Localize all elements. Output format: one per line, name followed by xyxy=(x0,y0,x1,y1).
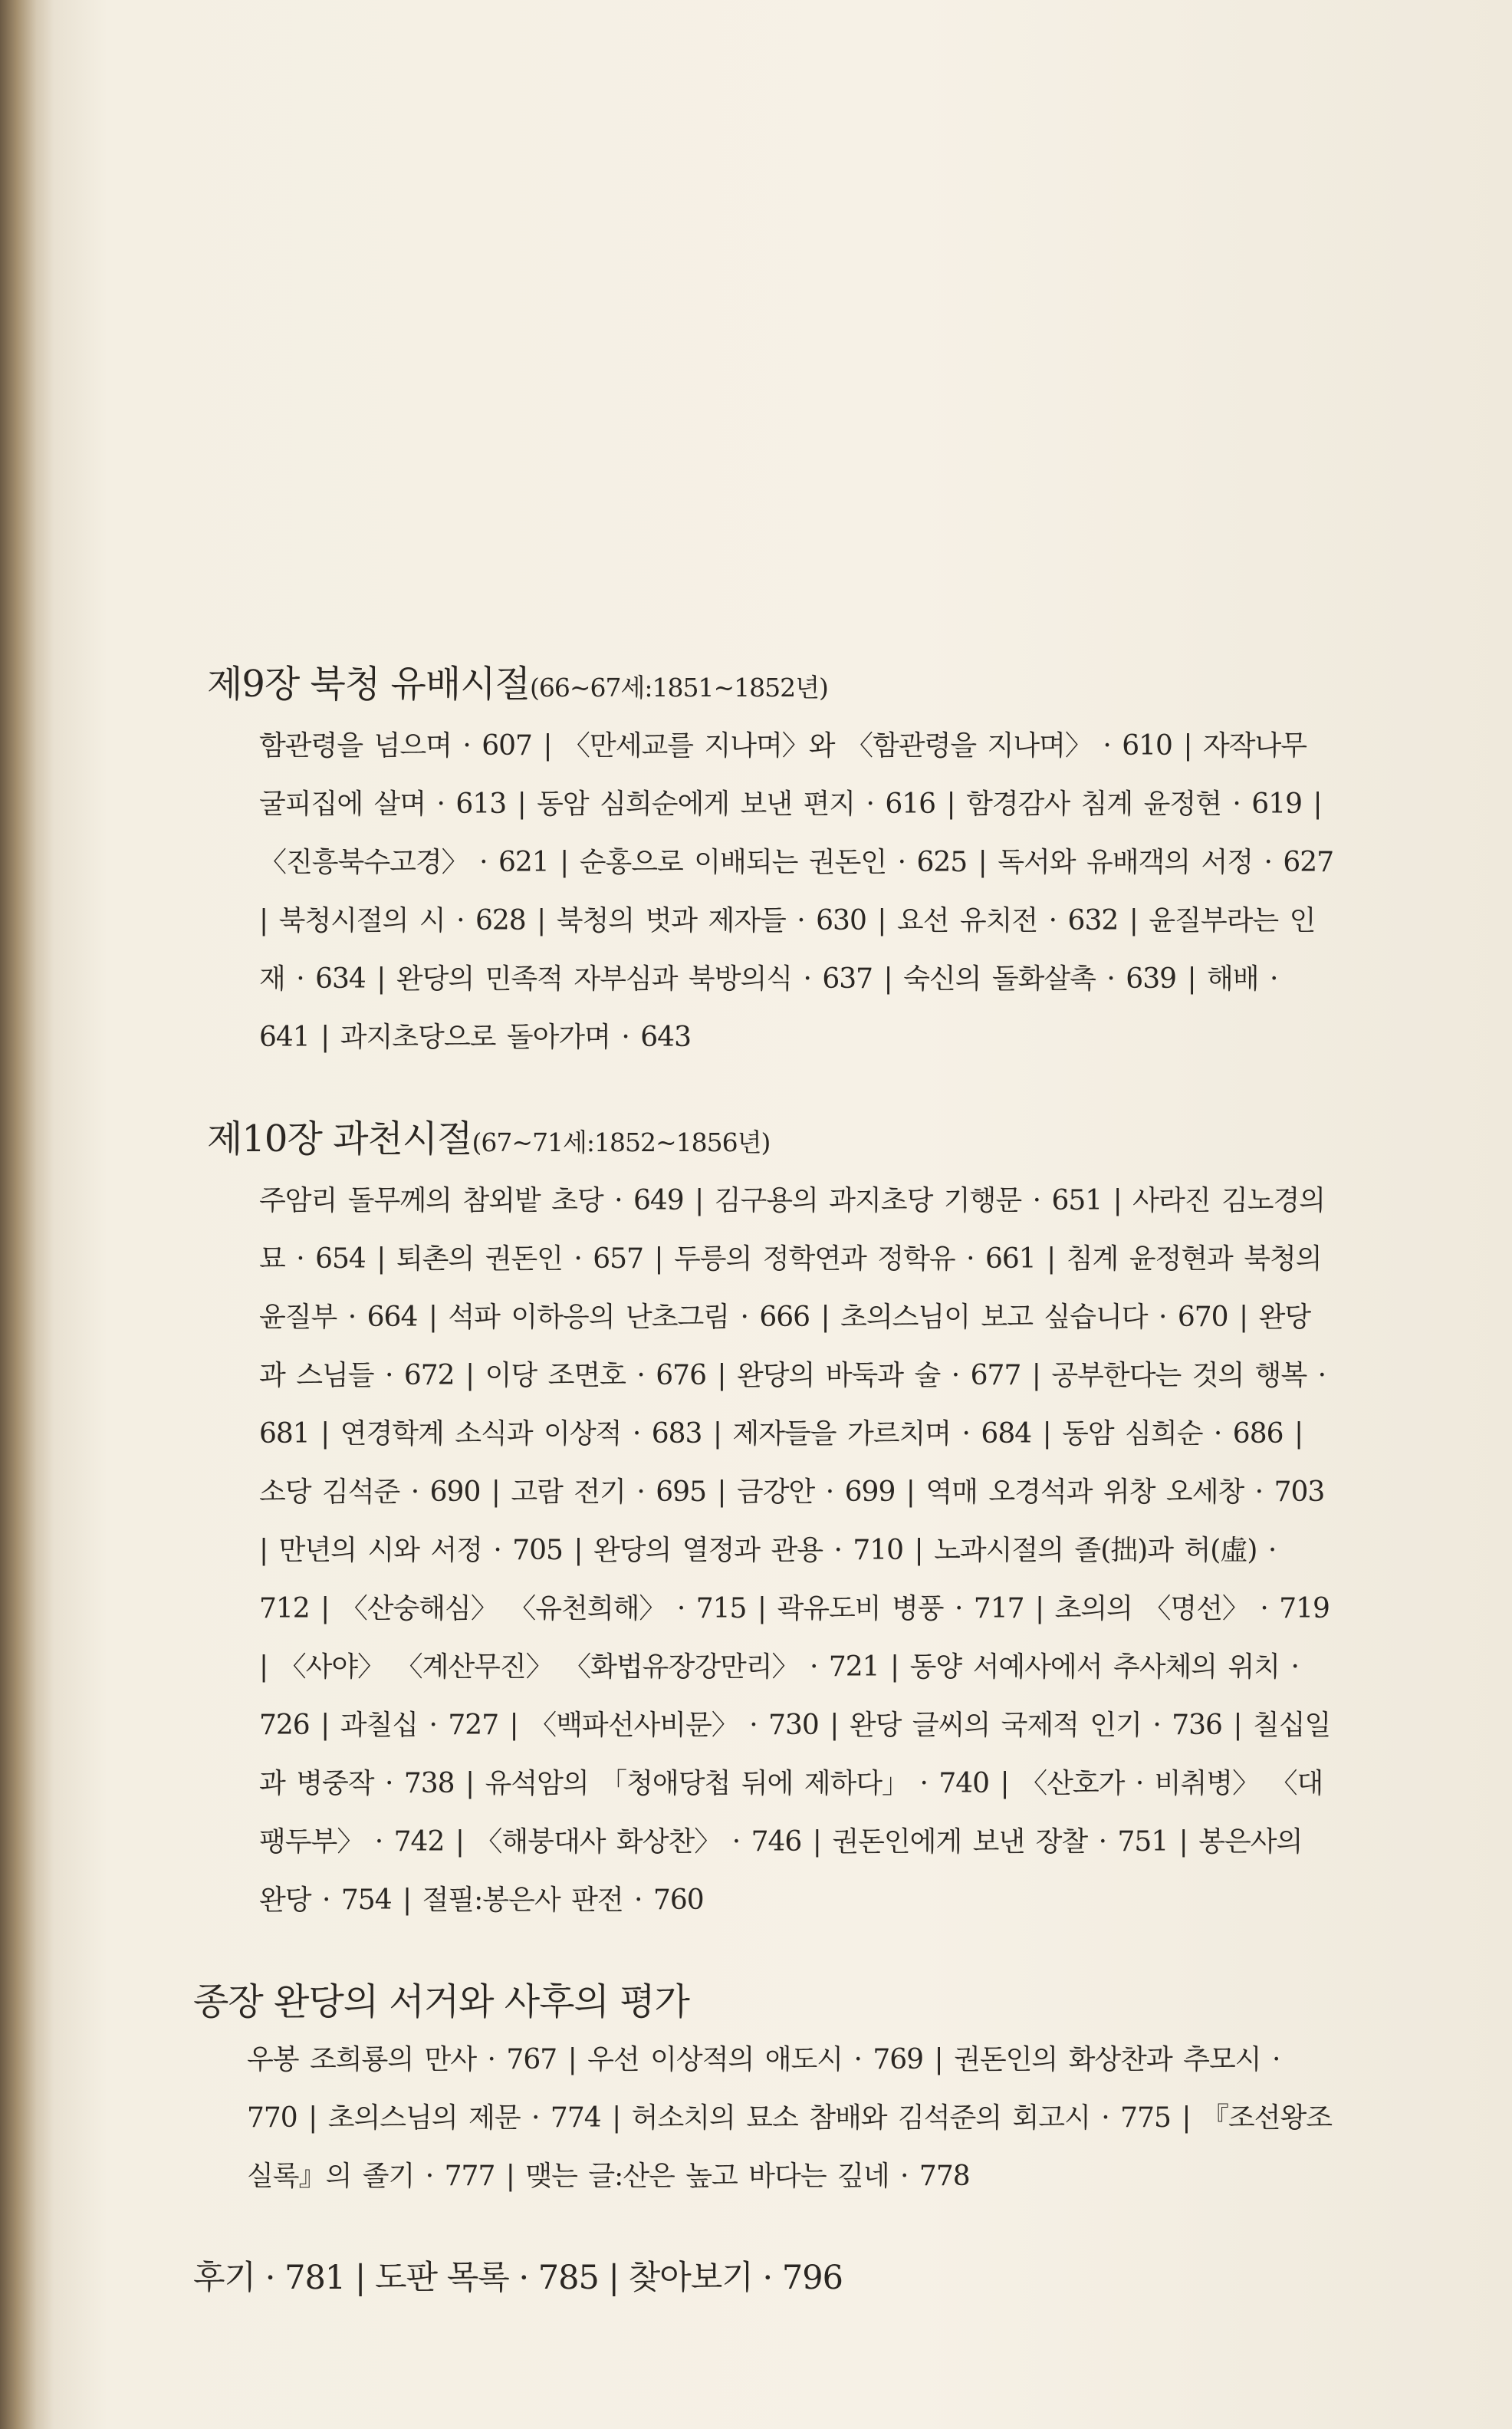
chapter-title: 제9장 북청 유배시절 xyxy=(207,663,530,706)
chapter-heading xyxy=(207,660,1334,713)
book-spine-shadow xyxy=(0,0,54,2429)
chapter-final xyxy=(193,1977,1334,2206)
chapter-period: (66~67세:1851~1852년) xyxy=(530,673,828,703)
chapter-10 xyxy=(207,1114,1334,1930)
back-matter-line: 후기 · 781 | 도판 목록 · 785 | 찾아보기 · 796 xyxy=(193,2259,843,2297)
chapter-period: (67~71세:1852~1856년) xyxy=(472,1127,771,1157)
chapter-9 xyxy=(207,660,1334,1067)
chapter-entries: 함관령을 넘으며 · 607 | 〈만세교를 지나며〉와 〈함관령을 지나며〉 · 610 | 자작나무 굴피집에 살며 · 613 | 동암 심희순에게 보낸 편지 · 616 | 함경감사 침계 윤정현 · 619 | 〈진흥북수고경〉 · 621 | 순홍으로 이배되는 권돈인 · 625 | 독서와 유배객의 서정 · 627 | 북청시절의 시 · 628 | 북청의 벗과 제자들 · 630 | 요선 유치전 · 632 | 윤질부라는 인재 · 634 | 완당의 민족적 자부심과 북방의식 · 637 | 숙신의 돌화살촉 · 639 | 해배 · 641 | 과지초당으로 돌아가며 · 643 xyxy=(259,730,1334,1053)
chapter-entries: 주암리 돌무께의 참외밭 초당 · 649 | 김구용의 과지초당 기행문 · 651 | 사라진 김노경의 묘 · 654 | 퇴촌의 권돈인 · 657 | 두릉의 정학연과 정학유 · 661 | 침계 윤정현과 북청의 윤질부 · 664 | 석파 이하응의 난초그림 · 666 | 초의스님이 보고 싶습니다 · 670 | 완당과 스님들 · 672 | 이당 조면호 · 676 | 완당의 바둑과 술 · 677 | 공부한다는 것의 행복 · 681 | 연경학계 소식과 이상적 · 683 | 제자들을 가르치며 · 684 | 동암 심희순 · 686 | 소당 김석준 · 690 | 고람 전기 · 695 | 금강안 · 699 | 역매 오경석과 위창 오세창 · 703 | 만년의 시와 서정 · 705 | 완당의 열정과 관용 · 710 | 노과시절의 졸(拙)과 허(虛) · 712 | 〈산숭해심〉 〈유천희해〉 · 715 | 곽유도비 병풍 · 717 | 초의의 〈명선〉 · 719 | 〈사야〉 〈계산무진〉 〈화법유장강만리〉 · 721 | 동양 서예사에서 추사체의 위치 · 726 | 과칠십 · 727 | 〈백파선사비문〉 · 730 | 완당 글씨의 국제적 인기 · 736 | 칠십일과 병중작 · 738 | 유석암의 「청애당첩 뒤에 제하다」 · 740 | 〈산호가 · 비취병〉 〈대팽두부〉 · 742 | 〈해붕대사 화상찬〉 · 746 | 권돈인에게 보낸 장찰 · 751 | 봉은사의 완당 · 754 | 절필:봉은사 판전 · 760 xyxy=(259,1185,1331,1916)
chapter-heading xyxy=(193,1977,1334,2026)
chapter-title: 종장 완당의 서거와 사후의 평가 xyxy=(193,1980,689,2023)
table-of-contents xyxy=(193,660,1334,2302)
chapter-heading xyxy=(207,1114,1334,1167)
chapter-entries: 우봉 조희룡의 만사 · 767 | 우선 이상적의 애도시 · 769 | 권돈인의 화상찬과 추모시 · 770 | 초의스님의 제문 · 774 | 허소치의 묘소 참배와 김석준의 회고시 · 775 | 『조선왕조실록』의 졸기 · 777 | 맺는 글:산은 높고 바다는 깊네 · 778 xyxy=(247,2044,1333,2192)
chapter-title: 제10장 과천시절 xyxy=(207,1117,472,1160)
